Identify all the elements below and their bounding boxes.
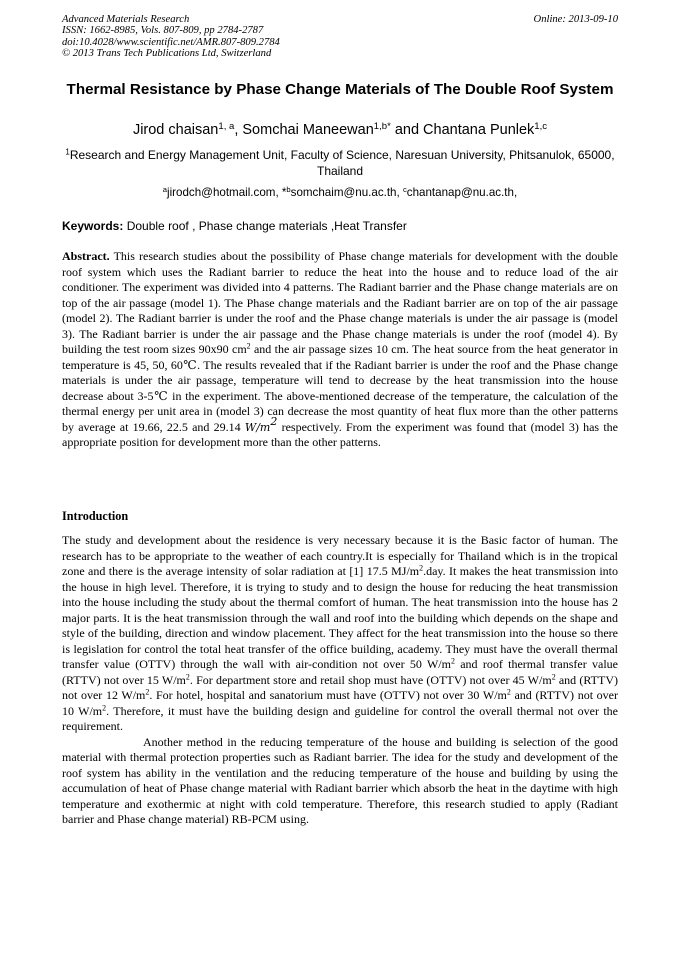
email-address[interactable]: chantanap@nu.ac.th bbox=[406, 186, 514, 199]
email-sup: c bbox=[402, 184, 407, 194]
unit-superscript: 2 bbox=[102, 703, 107, 713]
unit-superscript: 2 bbox=[506, 687, 511, 697]
abstract bbox=[62, 249, 618, 451]
email-sup: a bbox=[162, 184, 168, 194]
copyright-line: © 2013 Trans Tech Publications Ltd, Switzerland bbox=[62, 48, 272, 60]
email-end: , bbox=[513, 186, 518, 199]
keywords bbox=[62, 219, 618, 234]
abstract-label: Abstract. bbox=[62, 249, 110, 263]
paragraph-text-run: .day. It makes the heat transmission into the house in high level. Therefore, it is trying to study and to design the house for reducing the heat transmission into the house including the study about the thermal comfort of human. The heat transmission into the house has 2 major parts. It is the heat transmission through the wall and roof into the building which depends on the shape and style of the building, direction and window placement. They affect for the heat transmission into the house so there is legislation for control the total heat transfer of the office building, academy. They must have the overall thermal transfer value (OTTV) through the wall with air-condition not over 50 W/m bbox=[62, 564, 619, 671]
author-sup: 1,c bbox=[534, 120, 548, 132]
unit-superscript: 2 bbox=[551, 672, 556, 682]
unit-superscript: 2 bbox=[450, 656, 455, 666]
unit-superscript: 2 bbox=[185, 672, 190, 682]
introduction-paragraph: Another method in the reducing temperature of the house and building is selection of the good material with thermal protection properties such as Radiant barrier. The idea for the study and development of the roof system has ability in the ventilation and the reducing temperature of the house and building by using the accumulation of heat of Phase change material with Radiant barrier which absorb the heat in the daytime with high temperature and exothermic at night with cold temperature. Therefore, this research studied to apply (Radiant barrier and Phase change material) RB-PCM using. bbox=[62, 734, 618, 826]
paragraph-text-run: and (RTTV) not over 10 W/m bbox=[62, 688, 618, 718]
online-date: Online: 2013-09-10 bbox=[533, 14, 618, 25]
author-list bbox=[62, 121, 618, 139]
abstract-text: respectively. From the experiment was found that (model 3) has the appropriate position for development more than the other patterns. bbox=[62, 419, 618, 449]
paragraph-text-run: . For hotel, hospital and sanatorium must have (OTTV) not over 30 W/m bbox=[149, 688, 507, 702]
keywords-label: Keywords: bbox=[62, 219, 124, 233]
journal-header bbox=[62, 14, 618, 60]
affiliation bbox=[62, 148, 618, 179]
email-separator: , bbox=[396, 186, 403, 199]
abstract-unit: W/m bbox=[244, 420, 271, 434]
issn-line: ISSN: 1662-8985, Vols. 807-809, pp 2784-2787 bbox=[62, 25, 264, 37]
author-separator: and bbox=[390, 122, 424, 138]
email-separator: , bbox=[275, 186, 282, 199]
email-list bbox=[62, 185, 618, 200]
affiliation-text: Research and Energy Management Unit, Faculty of Science, Naresuan University, Phitsanulok, 65000, Thailand bbox=[69, 148, 615, 178]
abstract-text: and the air passage sizes 10 cm. The heat source from the heat generator in temperature is 45, 50, 60℃. The results revealed that if the Radiant barrier is under the roof and the Phase change materials is under the air passage, temperature will tend to decrease by the heat transmission into the house decrease about 3-5℃ in the experiment. The above-mentioned decrease of the temperature, the calculation of the thermal energy per unit area in (model 3) can decrease the most quantity of heat flux more than the other patterns by average at 19.66, 22.5 and 29.14 bbox=[62, 342, 618, 434]
unit-superscript: 2 bbox=[145, 687, 150, 697]
email-prefix: * bbox=[281, 186, 287, 199]
introduction-heading: Introduction bbox=[62, 509, 129, 523]
abstract-sup: 2 bbox=[246, 341, 251, 351]
introduction-body bbox=[62, 533, 618, 828]
affiliation-sup: 1 bbox=[65, 147, 70, 157]
email-sup: b bbox=[286, 184, 291, 194]
paragraph-text-run: . Therefore, it must have the building design and guideline for control the overall thermal not over the requirement. bbox=[62, 703, 619, 733]
author-name: Somchai Maneewan bbox=[242, 122, 374, 138]
paragraph-text-run: The study and development about the residence is very necessary because it is the Basic factor of human. The research has to be appropriate to the weather of each country.It is especially for Thailand which is in the tropical zone and there is the average intensity of solar radiation at [1] 17.5 MJ/m bbox=[62, 533, 618, 578]
paragraph-text-run: and roof thermal transfer value (RTTV) not over 15 W/m bbox=[62, 657, 618, 687]
paragraph-text-run: . For department store and retail shop must have (OTTV) not over 45 W/m bbox=[189, 672, 552, 687]
email-address[interactable]: somchaim@nu.ac.th bbox=[290, 186, 397, 199]
author-name: Jirod chaisan bbox=[132, 122, 219, 138]
doi-line[interactable]: doi:10.4028/www.scientific.net/AMR.807-809.2784 bbox=[62, 36, 280, 48]
paper-title: Thermal Resistance by Phase Change Materials of The Double Roof System bbox=[66, 81, 614, 98]
keywords-text: Double roof , Phase change materials ,Heat Transfer bbox=[126, 219, 407, 233]
author-separator: , bbox=[234, 122, 243, 138]
journal-name: Advanced Materials Research bbox=[62, 14, 190, 25]
author-name: Chantana Punlek bbox=[423, 122, 535, 138]
abstract-unit-sup: 2 bbox=[270, 414, 278, 428]
author-sup: 1, a bbox=[218, 120, 235, 132]
author-sup: 1,b* bbox=[373, 120, 391, 132]
introduction-paragraph bbox=[62, 533, 618, 735]
abstract-text: This research studies about the possibility of Phase change materials for development with the double roof system which uses the Radiant barrier to reduce the heat into the house and to reduce load of the air conditioner. The experiment was divided into 4 patterns. The Radiant barrier and the Phase change materials are on top of the air passage (model 1). The Phase change materials and the Radiant barrier are on top of the air passage (model 2). The Radiant barrier is under the roof and the Phase change materials is under the air passage is (model 3). The Radiant barrier is under the air passage and the Phase change materials is under the roof (model 4). By building the test room sizes 90x90 cm bbox=[62, 249, 618, 356]
unit-superscript: 2 bbox=[419, 563, 424, 573]
paragraph-text-run: and (RTTV) not over 12 W/m bbox=[62, 672, 618, 702]
email-address[interactable]: jirodch@hotmail.com bbox=[167, 186, 276, 199]
